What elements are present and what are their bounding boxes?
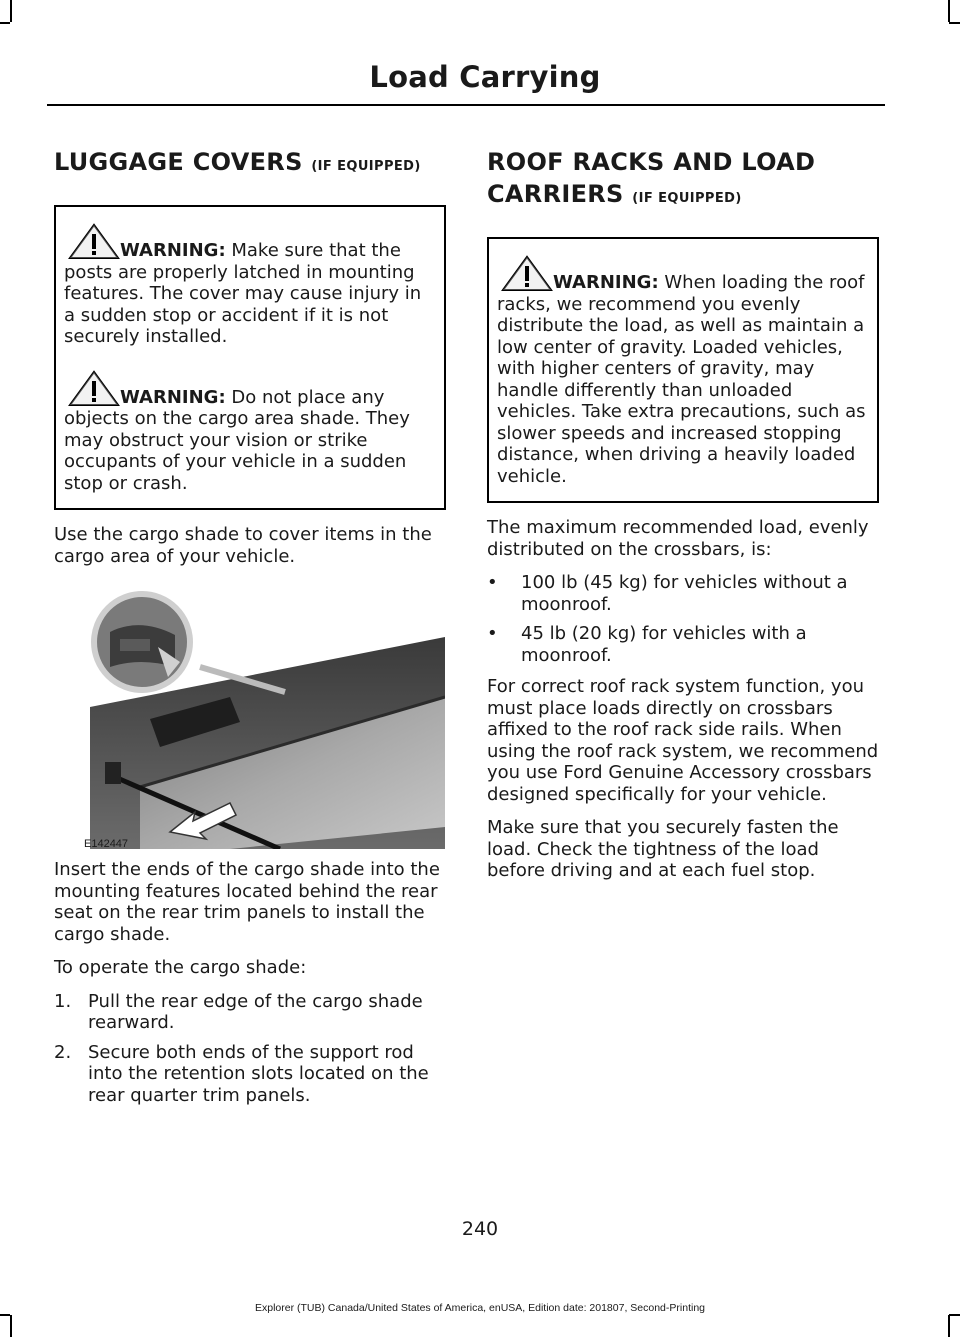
- roof-rack-paragraph: For correct roof rack system function, you must place loads directly on crossbars affixed to the roof rack side rails. When using the roof rack system, we recommend you use Ford Genuine Accessory crossbars designed specifically for your vehicle.: [487, 676, 879, 805]
- warning-label: WARNING:: [120, 240, 226, 261]
- warning-paragraph: [64, 223, 436, 348]
- fasten-paragraph: Make sure that you securely fasten the load. Check the tightness of the load before driving and at each fuel stop.: [487, 817, 839, 881]
- cargo-shade-image: [80, 587, 445, 849]
- max-load-paragraph: The maximum recommended load, evenly distributed on the crossbars, is:: [487, 517, 869, 560]
- page-title: Load Carrying: [369, 60, 601, 94]
- warning-box: [54, 205, 446, 510]
- warning-label: WARNING:: [120, 386, 226, 408]
- crop-mark: [0, 22, 10, 24]
- list-item: • 45 lb (20 kg) for vehicles with a moonroof.: [487, 623, 807, 666]
- warning-triangle-icon: [501, 255, 553, 293]
- operate-paragraph: To operate the cargo shade:: [54, 957, 307, 978]
- figure-code: E142447: [84, 838, 129, 850]
- crop-mark: [0, 1314, 10, 1316]
- section-heading-roof-racks: ROOF RACKS AND LOAD CARRIERS (IF EQUIPPED): [487, 148, 816, 208]
- warning-triangle-icon: [68, 370, 120, 408]
- warning-paragraph: [497, 255, 869, 487]
- header-divider: [47, 104, 885, 106]
- load-bullets: [487, 572, 879, 666]
- right-column: [487, 146, 879, 882]
- intro-paragraph: Use the cargo shade to cover items in the cargo area of your vehicle.: [54, 524, 432, 567]
- warning-label: WARNING:: [553, 272, 659, 293]
- warning-paragraph: [64, 370, 436, 495]
- crop-mark: [949, 22, 960, 24]
- section-heading-luggage-covers: LUGGAGE COVERS (IF EQUIPPED): [54, 148, 421, 176]
- heading-qualifier: (IF EQUIPPED): [311, 159, 421, 174]
- warning-text: Do not place any objects on the cargo area shade. They may obstruct your vision or strike occupants of your vehicle in a sudden stop or crash.: [64, 386, 410, 494]
- warning-text: Make sure that the posts are properly latched in mounting features. The cover may cause injury in a sudden stop or accident if it is not securely installed.: [64, 240, 422, 347]
- crop-mark: [10, 0, 12, 22]
- crop-mark: [949, 1314, 960, 1316]
- heading-qualifier: (IF EQUIPPED): [632, 191, 742, 206]
- warning-text: When loading the roof racks, we recommend you evenly distribute the load, as well as maintain a low center of gravity. Loaded vehicles, with higher centers of gravity, may handle differently than unloaded vehicles. Take extra precautions, such as slower speeds and increased stopping distance, when driving a heavily loaded vehicle.: [497, 272, 866, 487]
- list-item: 1. Pull the rear edge of the cargo shade rearward.: [54, 990, 423, 1033]
- steps-list: [54, 991, 446, 1107]
- left-column: [54, 146, 446, 1106]
- crop-mark: [948, 1315, 950, 1337]
- list-item: • 100 lb (45 kg) for vehicles without a moonroof.: [487, 572, 848, 615]
- cargo-shade-illustration: [80, 587, 445, 849]
- footer-text: Explorer (TUB) Canada/United States of America, enUSA, Edition date: 201807, Second-Printing: [255, 1302, 705, 1314]
- page-number: 240: [461, 1218, 499, 1240]
- crop-mark: [948, 0, 950, 22]
- warning-box: [487, 237, 879, 503]
- install-paragraph: Insert the ends of the cargo shade into the mounting features located behind the rear seat on the rear trim panels to install the cargo shade.: [54, 859, 440, 945]
- warning-triangle-icon: [68, 223, 120, 261]
- crop-mark: [10, 1315, 12, 1337]
- list-item: 2. Secure both ends of the support rod into the retention slots located on the rear quarter trim panels.: [54, 1041, 429, 1106]
